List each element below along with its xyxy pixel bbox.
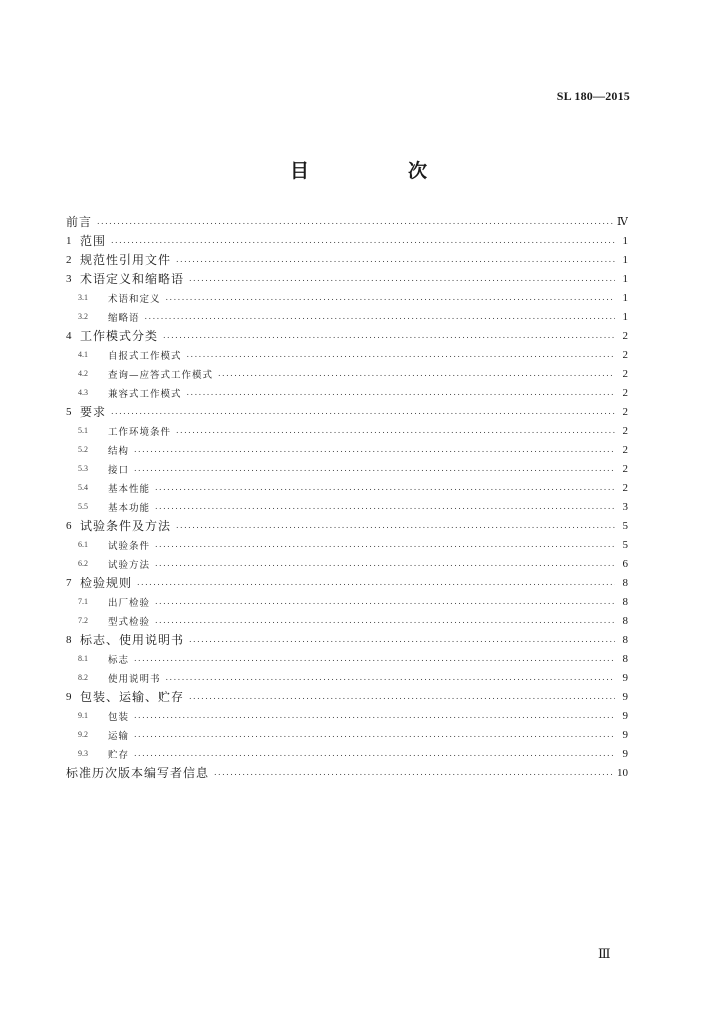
entry-number: 6.2	[78, 559, 88, 568]
entry-page: 9	[622, 690, 628, 703]
toc-entry-8-1[interactable]	[66, 649, 628, 668]
entry-title: 运输	[108, 730, 130, 742]
dot-leader	[145, 307, 615, 326]
entry-title: 查询—应答式工作模式	[108, 369, 214, 381]
toc-entry-version-history[interactable]	[66, 763, 628, 782]
entry-title: 检验规则	[80, 576, 133, 590]
entry-page: 10	[617, 766, 628, 779]
entry-page: 3	[622, 500, 628, 513]
dot-leader	[137, 573, 615, 592]
dot-leader	[176, 250, 615, 269]
entry-page: 5	[622, 519, 628, 532]
entry-title: 标志	[108, 654, 130, 666]
entry-title: 工作模式分类	[80, 329, 159, 343]
entry-title: 试验方法	[108, 559, 151, 571]
entry-page: 2	[622, 329, 628, 342]
entry-number: 4.2	[78, 369, 88, 378]
dot-leader	[163, 326, 615, 345]
entry-number: 5.3	[78, 464, 88, 473]
entry-title: 标准历次版本编写者信息	[66, 766, 210, 780]
entry-title: 型式检验	[108, 616, 151, 628]
toc-entry-9[interactable]	[66, 687, 628, 706]
dot-leader	[155, 611, 615, 630]
toc-entry-9-3[interactable]	[66, 744, 628, 763]
toc-title: 目 次	[289, 160, 467, 182]
toc-entry-5-4[interactable]	[66, 478, 628, 497]
dot-leader	[187, 345, 615, 364]
entry-page: 8	[622, 633, 628, 646]
entry-title: 术语和定义	[108, 293, 161, 305]
entry-number: 4	[66, 329, 72, 342]
entry-number: 7	[66, 576, 72, 589]
toc-entry-9-2[interactable]	[66, 725, 628, 744]
toc-entry-9-1[interactable]	[66, 706, 628, 725]
dot-leader	[218, 364, 615, 383]
toc-entry-5-1[interactable]	[66, 421, 628, 440]
entry-title: 要求	[80, 405, 107, 419]
entry-page: 2	[622, 424, 628, 437]
entry-number: 5.4	[78, 483, 88, 492]
entry-number: 6	[66, 519, 72, 532]
dot-leader	[214, 763, 614, 782]
toc-entry-5[interactable]	[66, 402, 628, 421]
entry-page: 8	[622, 576, 628, 589]
dot-leader	[189, 630, 615, 649]
entry-page: 8	[622, 652, 628, 665]
entry-title: 试验条件	[108, 540, 151, 552]
entry-number: 3.1	[78, 293, 88, 302]
entry-page: 1	[622, 253, 628, 266]
toc-entry-4-1[interactable]	[66, 345, 628, 364]
toc-entry-7[interactable]	[66, 573, 628, 592]
entry-title: 规范性引用文件	[80, 253, 172, 267]
entry-title: 包装	[108, 711, 130, 723]
entry-number: 4.3	[78, 388, 88, 397]
entry-number: 9.1	[78, 711, 88, 720]
entry-number: 8.2	[78, 673, 88, 682]
toc-entry-5-5[interactable]	[66, 497, 628, 516]
toc-entry-7-1[interactable]	[66, 592, 628, 611]
toc-entry-5-2[interactable]	[66, 440, 628, 459]
entry-title: 工作环境条件	[108, 426, 172, 438]
entry-page: 2	[622, 405, 628, 418]
dot-leader	[134, 725, 615, 744]
entry-number: 9.2	[78, 730, 88, 739]
toc-entry-1[interactable]	[66, 231, 628, 250]
entry-title: 接口	[108, 464, 130, 476]
toc-entry-foreword[interactable]	[66, 212, 628, 231]
dot-leader	[155, 554, 615, 573]
entry-number: 2	[66, 253, 72, 266]
entry-number: 7.1	[78, 597, 88, 606]
toc-entry-8[interactable]	[66, 630, 628, 649]
entry-page: 1	[622, 310, 628, 323]
toc-entry-8-2[interactable]	[66, 668, 628, 687]
entry-page: 9	[622, 747, 628, 760]
entry-page: 2	[622, 443, 628, 456]
entry-page: 8	[622, 614, 628, 627]
entry-number: 3	[66, 272, 72, 285]
entry-page: 1	[622, 291, 628, 304]
entry-page: 1	[622, 272, 628, 285]
page-number: Ⅲ	[598, 946, 611, 961]
dot-leader	[155, 478, 615, 497]
entry-page: 9	[622, 709, 628, 722]
dot-leader	[134, 649, 615, 668]
entry-number: 5.2	[78, 445, 88, 454]
dot-leader	[111, 231, 615, 250]
table-of-contents	[66, 212, 628, 782]
toc-entry-7-2[interactable]	[66, 611, 628, 630]
entry-title: 基本功能	[108, 502, 151, 514]
entry-title: 包装、运输、贮存	[80, 690, 185, 704]
entry-title: 基本性能	[108, 483, 151, 495]
entry-page: 1	[622, 234, 628, 247]
toc-entry-6-1[interactable]	[66, 535, 628, 554]
entry-number: 5	[66, 405, 72, 418]
entry-title: 贮存	[108, 749, 130, 761]
toc-entry-3-2[interactable]	[66, 307, 628, 326]
entry-number: 1	[66, 234, 72, 247]
entry-title: 结构	[108, 445, 130, 457]
dot-leader	[189, 687, 615, 706]
entry-number: 8	[66, 633, 72, 646]
dot-leader	[155, 497, 615, 516]
entry-page: 2	[622, 462, 628, 475]
toc-entry-4-3[interactable]	[66, 383, 628, 402]
toc-entry-3[interactable]	[66, 269, 628, 288]
entry-title: 缩略语	[108, 312, 140, 324]
entry-page: 5	[622, 538, 628, 551]
entry-number: 9.3	[78, 749, 88, 758]
entry-title: 兼容式工作模式	[108, 388, 182, 400]
entry-number: 6.1	[78, 540, 88, 549]
entry-page: Ⅳ	[617, 216, 628, 228]
dot-leader	[155, 535, 615, 554]
dot-leader	[134, 459, 615, 478]
dot-leader	[176, 516, 615, 535]
entry-title: 范围	[80, 234, 107, 248]
dot-leader	[134, 440, 615, 459]
entry-number: 4.1	[78, 350, 88, 359]
entry-page: 8	[622, 595, 628, 608]
entry-page: 6	[622, 557, 628, 570]
toc-entry-6[interactable]	[66, 516, 628, 535]
toc-entry-6-2[interactable]	[66, 554, 628, 573]
entry-title: 标志、使用说明书	[80, 633, 185, 647]
entry-page: 9	[622, 671, 628, 684]
entry-title: 前言	[66, 215, 93, 229]
toc-entry-4-2[interactable]	[66, 364, 628, 383]
entry-page: 2	[622, 348, 628, 361]
entry-title: 自报式工作模式	[108, 350, 182, 362]
dot-leader	[166, 288, 615, 307]
entry-title: 试验条件及方法	[80, 519, 172, 533]
dot-leader	[189, 269, 615, 288]
entry-page: 9	[622, 728, 628, 741]
dot-leader	[134, 706, 615, 725]
entry-page: 2	[622, 386, 628, 399]
dot-leader	[97, 212, 614, 231]
dot-leader	[176, 421, 615, 440]
entry-number: 3.2	[78, 312, 88, 321]
entry-page: 2	[622, 481, 628, 494]
toc-entry-5-3[interactable]	[66, 459, 628, 478]
toc-entry-2[interactable]	[66, 250, 628, 269]
entry-number: 9	[66, 690, 72, 703]
entry-title: 术语定义和缩略语	[80, 272, 185, 286]
entry-page: 2	[622, 367, 628, 380]
entry-number: 7.2	[78, 616, 88, 625]
entry-number: 5.5	[78, 502, 88, 511]
dot-leader	[111, 402, 615, 421]
toc-entry-4[interactable]	[66, 326, 628, 345]
dot-leader	[155, 592, 615, 611]
dot-leader	[134, 744, 615, 763]
entry-title: 使用说明书	[108, 673, 161, 685]
entry-title: 出厂检验	[108, 597, 151, 609]
entry-number: 5.1	[78, 426, 88, 435]
standard-code: SL 180—2015	[556, 89, 630, 103]
entry-number: 8.1	[78, 654, 88, 663]
dot-leader	[187, 383, 615, 402]
toc-entry-3-1[interactable]	[66, 288, 628, 307]
dot-leader	[166, 668, 615, 687]
